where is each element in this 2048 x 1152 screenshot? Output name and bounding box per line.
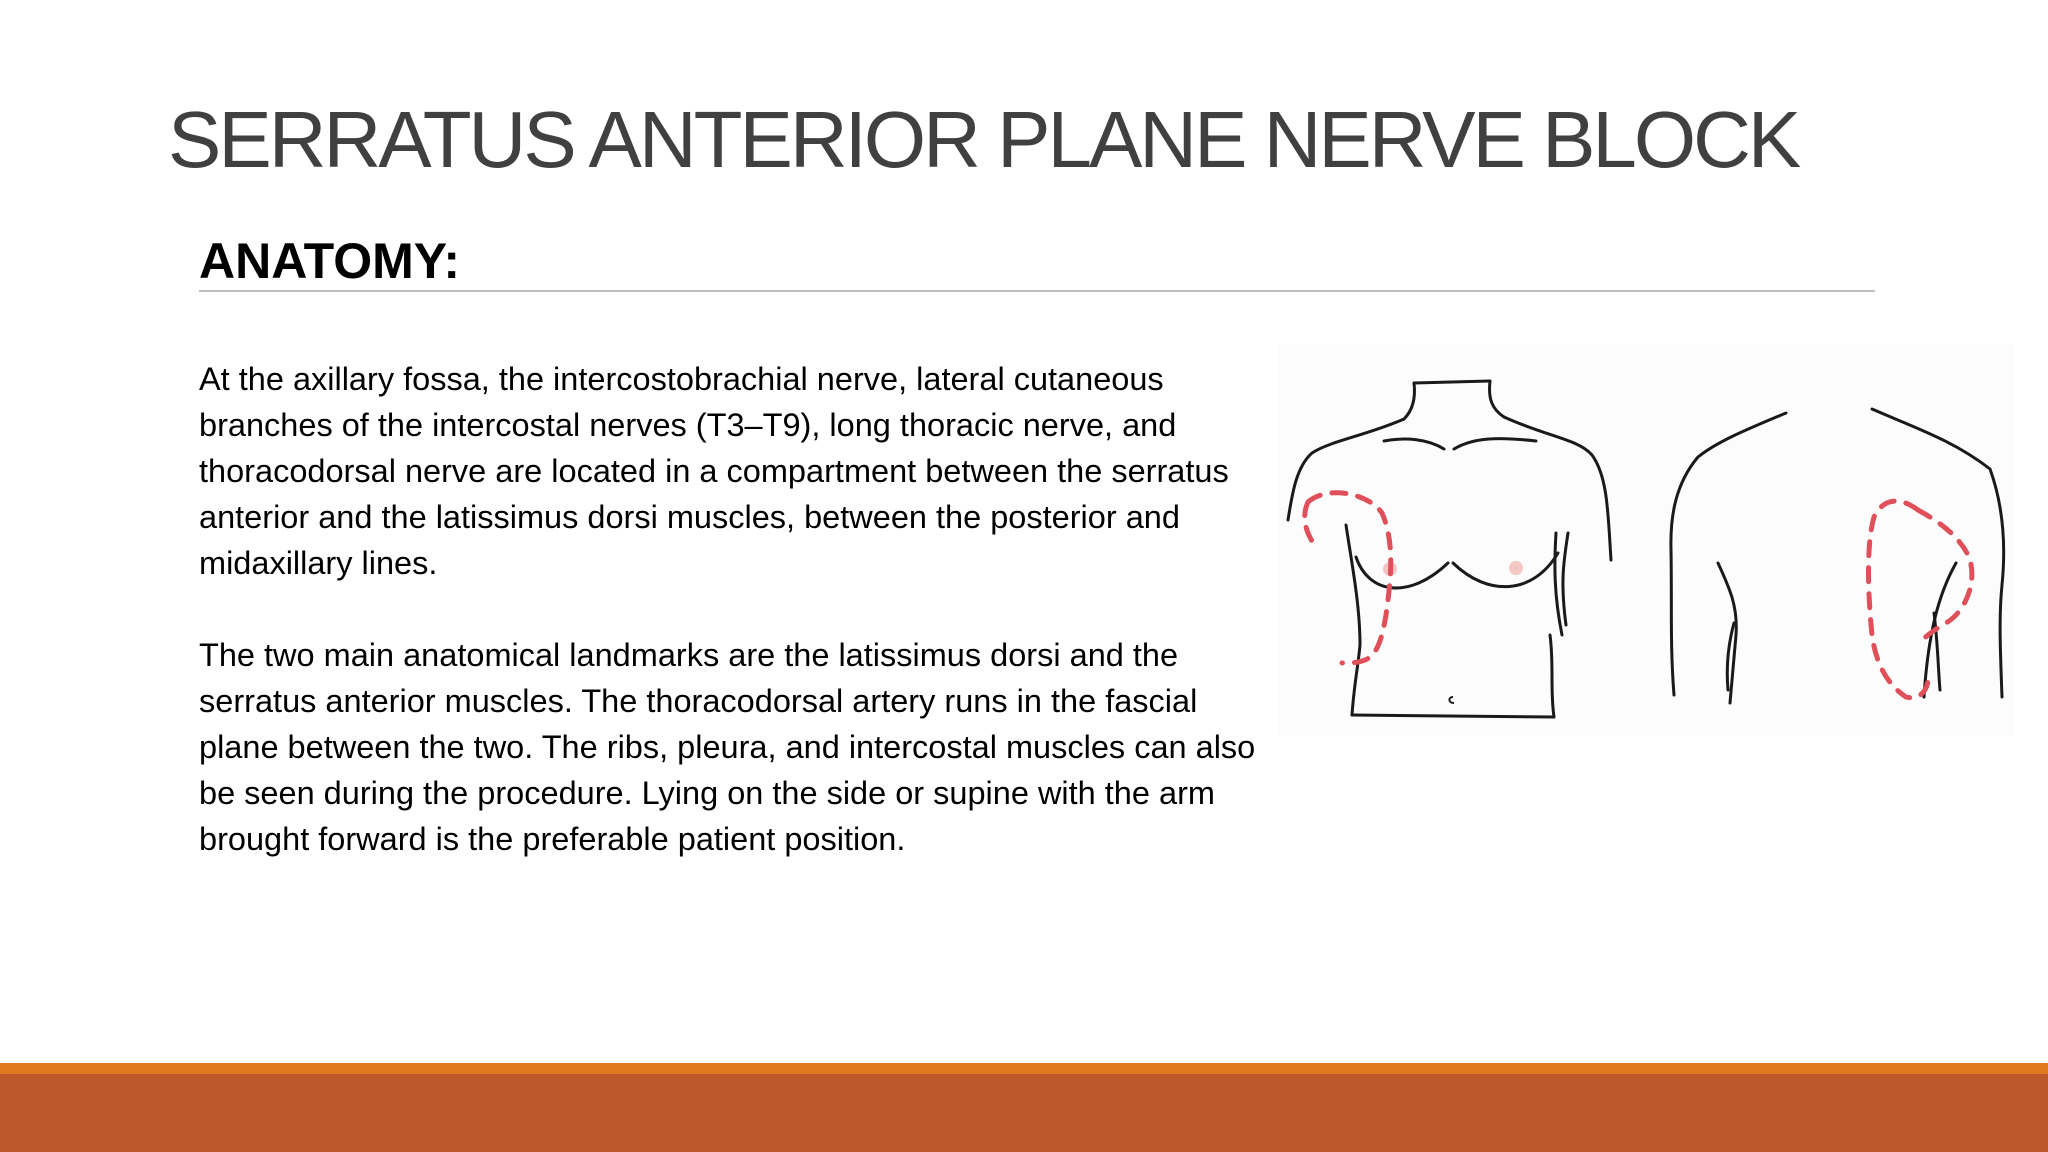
- front-clavicle-right: [1454, 439, 1536, 449]
- slide-title: SERRATUS ANTERIOR PLANE NERVE BLOCK: [168, 95, 1799, 184]
- paragraph-landmarks: The two main anatomical landmarks are the latissimus dorsi and the serratus anterior muscles. The thoracodorsal artery runs in the fascial plane between the two. The ribs, pleura, and intercostal muscles can also be seen during the procedure. Lying on the side or supine with the arm brought forward is the preferable patient position.: [199, 637, 1256, 857]
- front-chest-left: [1356, 557, 1448, 588]
- front-clavicle-left: [1384, 439, 1444, 449]
- footer-accent-bar: [0, 1063, 2048, 1074]
- front-right-side: [1555, 533, 1562, 635]
- back-torso-drawing: [1671, 409, 2004, 703]
- footer-bar: [0, 1074, 2048, 1152]
- back-right-arm-inner: [1934, 613, 1940, 690]
- front-right-side-lower: [1550, 635, 1554, 717]
- front-torso-drawing: [1288, 381, 1611, 717]
- back-block-outline: [1869, 501, 1972, 698]
- front-neck-top: [1414, 381, 1490, 383]
- front-neck-line: [1404, 383, 1415, 419]
- front-waist: [1352, 715, 1554, 717]
- front-nipple-right: [1509, 561, 1523, 575]
- torso-illustration: [1278, 345, 2014, 735]
- paragraph-axillary-fossa: At the axillary fossa, the intercostobrachial nerve, lateral cutaneous branches of the intercostal nerves (T3–T9), long thoracic nerve, and thoracodorsal nerve are located in a compartment between the serratus anterior and the latissimus dorsi muscles, between the posterior and midaxillary lines.: [199, 361, 1229, 581]
- heading-divider: [199, 290, 1875, 292]
- front-block-outline: [1305, 493, 1391, 663]
- front-navel: [1449, 697, 1454, 703]
- body-text: [199, 356, 1269, 908]
- front-left-side: [1346, 525, 1360, 715]
- section-heading: ANATOMY:: [199, 233, 461, 289]
- front-neck-line-right: [1490, 381, 1504, 417]
- front-chest-right: [1453, 553, 1558, 587]
- front-right-arm-inner: [1563, 533, 1568, 625]
